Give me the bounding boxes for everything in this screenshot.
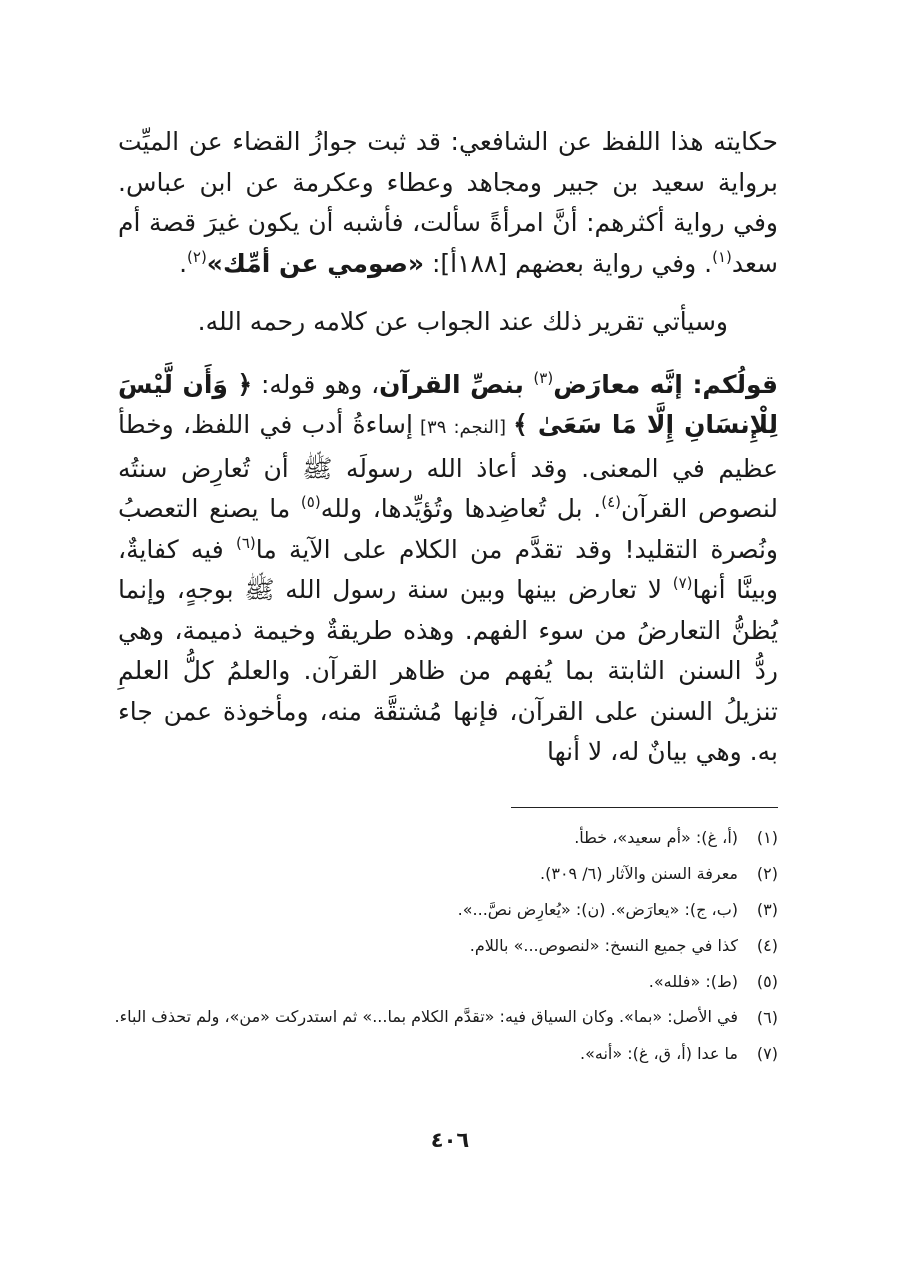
footnote-text: (ب، ج): «يعارَض». (ن): «يُعارِض نصَّ...». — [457, 900, 738, 919]
text-span: ، وهو قوله: — [252, 369, 380, 399]
heading-phrase: بنصِّ القرآن — [379, 369, 534, 399]
footnote-6 — [108, 1000, 778, 1036]
footnote-ref-1[interactable]: (١) — [712, 247, 732, 266]
heading-phrase: قولُكم: إنَّه معارَض — [553, 369, 779, 399]
text-line: أنَّ امرأةً سألت، فأشبه أن يكون غيرَ قصة أم سعد — [118, 208, 778, 278]
quran-verse: ﴿ وَأَن لَّيْسَ لِلْإِنسَانِ إِلَّا مَا سَعَىٰ ﴾ — [118, 369, 778, 439]
verse-citation: [النجم: ٣٩] — [412, 417, 514, 438]
footnote-3 — [108, 892, 778, 928]
paragraph-1 — [118, 122, 778, 284]
main-text — [118, 122, 778, 773]
footnote-ref-6[interactable]: (٦) — [235, 533, 256, 552]
footnote-text: معرفة السنن والآثار (٦/ ٣٠٩). — [540, 864, 738, 883]
footnote-text: في الأصل: «بما». وكان السياق فيه: «تقدَّم الكلام بما...» ثم استدركت «من»، ولم تحذف الباء. — [114, 1007, 738, 1026]
text-line: حكايته هذا اللفظ عن الشافعي: قد ثبت جوازُ القضاء عن الميِّت برواية — [118, 127, 778, 197]
footnotes — [108, 820, 778, 1072]
page-number: ٤٠٦ — [430, 1128, 470, 1152]
footnote-ref-5[interactable]: (٥) — [300, 493, 321, 511]
text-span: لا تعارض بينها وبين سنة رسول الله ﷺ بوجهٍ، وإنما يُظنُّ التعارضُ من سوء الفهم. وهذه طريقةٌ وخيمة ذميمة، وهي ردُّ السنن الثابتة بما يُفهم من ظاهر القرآن. والعلمُ كلُّ العلمِ تنزيلُ السنن على القرآن، فإنها مُشتقَّة منه، ومأخوذة عمن جاء به. وهي بيانٌ له، لا أنها — [118, 575, 778, 766]
text-span: فيه كفايةٌ، وبينَّا أنها — [118, 534, 779, 604]
text-span: . بل تُعاضِدها وتُؤيِّدها، ولله — [320, 494, 602, 523]
paragraph-2: وسيأتي تقرير ذلك عند الجواب عن كلامه رحمه الله. — [197, 307, 728, 336]
footnote-4 — [108, 928, 778, 964]
paragraph-3 — [118, 365, 778, 773]
footnote-5 — [108, 964, 778, 1000]
footnote-ref-7[interactable]: (٧) — [672, 574, 693, 592]
footnote-number: (٦) — [756, 1008, 778, 1027]
footnote-1 — [108, 820, 778, 856]
folio-marker: [١٨٨أ]: — [424, 248, 508, 278]
footnote-number: (٤) — [756, 936, 778, 955]
footnote-number: (١) — [756, 828, 778, 847]
footnote-ref-4[interactable]: (٤) — [601, 493, 622, 511]
footnote-text: ما عدا (أ، ق، غ): «أنه». — [579, 1044, 738, 1063]
footnote-text: (أ، غ): «أم سعيد»، خطأ. — [574, 828, 738, 847]
footnote-text: (ط): «فلله». — [648, 972, 738, 991]
footnote-ref-2[interactable]: (٢) — [187, 247, 207, 266]
footnote-7 — [108, 1036, 778, 1072]
text-span: ما يصنع التعصبُ ونُصرة التقليد! وقد تقدَّم من الكلام على الآية ما — [118, 494, 778, 564]
text-span: إساءةُ أدب في اللفظ، وخطأ عظيم في المعنى. وقد أعاذ الله رسولَه ﷺ أن تُعارِض سنتُه لنصوص القرآن — [118, 410, 778, 523]
footnote-number: (٣) — [756, 900, 778, 919]
footnote-number: (٢) — [756, 864, 778, 883]
footnote-ref-3[interactable]: (٣) — [533, 368, 554, 387]
footnote-number: (٥) — [756, 972, 778, 991]
footnote-text: كذا في جميع النسخ: «لنصوص...» باللام. — [469, 936, 738, 955]
text-span: . — [179, 248, 188, 278]
text-line: سعيد بن جبير ومجاهد وعطاء وعكرمة عن ابن عباس. وفي رواية أكثرهم: — [118, 167, 778, 237]
footnote-2 — [108, 856, 778, 892]
footnote-number: (٧) — [756, 1044, 778, 1063]
footnote-separator — [511, 807, 778, 808]
text-span: . وفي رواية بعضهم — [515, 248, 713, 278]
hadith-quote: «صومي عن أمِّك» — [206, 248, 425, 278]
